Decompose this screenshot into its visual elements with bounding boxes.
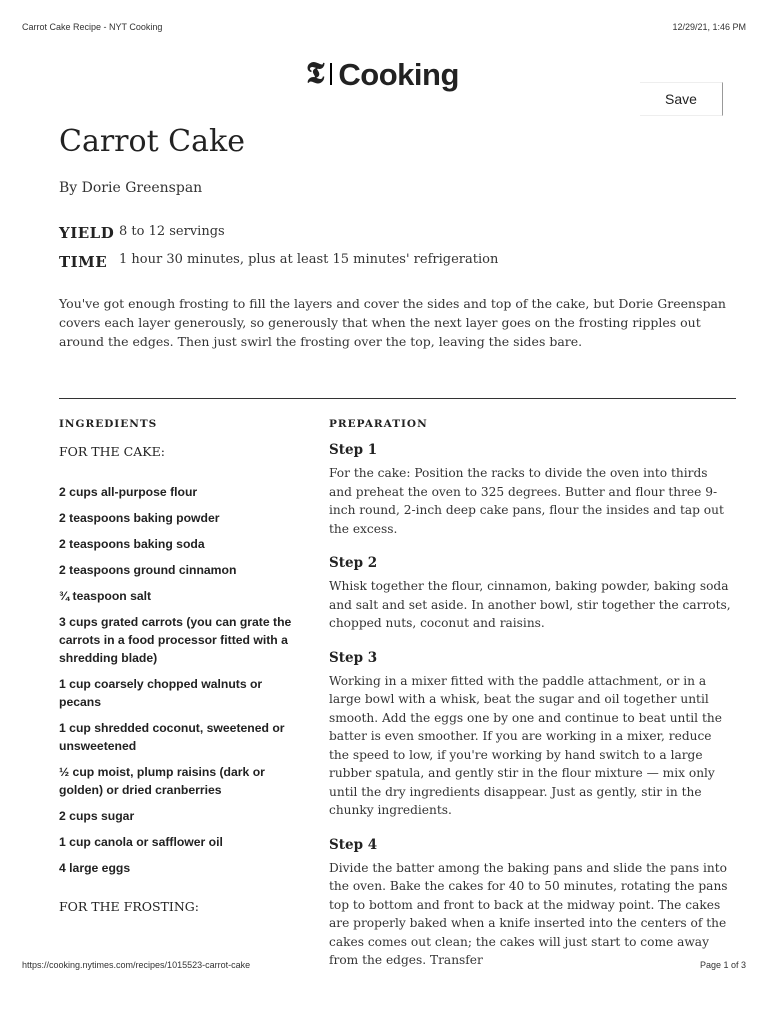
print-header-datetime: 12/29/21, 1:46 PM [672,22,746,32]
print-header-title: Carrot Cake Recipe - NYT Cooking [22,22,163,32]
ingredients-heading: INGREDIENTS [59,418,158,430]
ingredient-item: ¾ teaspoon salt [59,589,152,603]
step-title: Step 3 [329,649,378,666]
ingredient-item: 1 cup shredded coconut, sweetened or unsweetened [59,721,285,753]
step-title: Step 1 [329,442,378,458]
ingredient-item: 2 teaspoons ground cinnamon [59,563,237,577]
print-footer-page: Page 1 of 3 [699,960,746,970]
nyt-cooking-logo[interactable] [306,56,459,92]
prep-step [329,555,734,633]
prep-step [329,650,734,820]
ingredient-item: 1 cup canola or safflower oil [59,835,223,849]
ingredients-column [59,444,299,914]
recipe-title: Carrot Cake [59,124,245,159]
prep-step [329,442,734,538]
ingredient-item: 1 cup coarsely chopped walnuts or pecans [59,677,263,709]
time-value: 1 hour 30 minutes, plus at least 15 minutes' refrigeration [119,252,499,267]
ingredient-item: 3 cups grated carrots (you can grate the carrots in a food processor fitted with a shredding blade) [59,615,292,665]
step-title: Step 2 [329,555,378,571]
step-title: Step 4 [329,836,378,853]
section-divider [59,398,736,399]
print-footer-url[interactable]: https://cooking.nytimes.com/recipes/1015523-carrot-cake [22,960,251,970]
preparation-heading: PREPARATION [329,418,428,430]
ingredient-section-cake: FOR THE CAKE: [59,444,165,459]
ingredient-item: 2 cups all-purpose flour [59,485,198,499]
prep-step [329,837,734,970]
preparation-column [329,442,734,987]
step-text: Divide the batter among the baking pans and slide the pans into the oven. Bake the cakes for 40 to 50 minutes, rotating the pans top to bottom and front to back at the midway point. The cakes are properly baked when a knife inserted into the centers of the cakes comes out clean; the cakes will just start to come away from the edges. Transfer [329,860,728,967]
save-button[interactable]: Save [640,82,723,116]
ingredient-list [59,483,299,877]
step-text: For the cake: Position the racks to divide the oven into thirds and preheat the oven to 325 degrees. Butter and flour three 9-inch round, 2-inch deep cake pans, flour the insides and tap out the excess. [329,466,724,536]
step-text: Whisk together the flour, cinnamon, baking powder, baking soda and salt and set aside. In another bowl, stir together the carrots, chopped nuts, coconut and raisins. [329,579,731,630]
yield-value: 8 to 12 servings [119,224,225,239]
ingredient-item: ½ cup moist, plump raisins (dark or golden) or dried cranberries [59,765,265,797]
ingredient-item: 2 teaspoons baking powder [59,511,220,525]
nyt-t-icon: 𝕿 [306,56,325,91]
ingredient-item: 2 cups sugar [59,809,135,823]
step-text: Working in a mixer fitted with the paddle attachment, or in a large bowl with a whisk, beat the sugar and oil together until smooth. Add the eggs one by one and continue to beat until the batter is even smoother. If you are working in a mixer, reduce the speed to low, if you're working by hand switch to a large rubber spatula, and gently stir in the flour mixture — mix only until the dry ingredients disappear. Just as gently, stir in the chunky ingredients. [329,673,722,817]
ingredient-section-frosting: FOR THE FROSTING: [59,899,199,914]
ingredient-item: 4 large eggs [59,861,131,875]
time-label: TIME [59,253,108,271]
logo-divider [330,63,332,85]
recipe-description: You've got enough frosting to fill the layers and cover the sides and top of the cake, but Dorie Greenspan covers each layer generously, so generously that when the next layer goes on the frosting ripples out around the edges. Then just swirl the frosting over the top, leaving the sides bare. [59,296,726,349]
yield-label: YIELD [59,224,115,242]
ingredient-item: 2 teaspoons baking soda [59,537,205,551]
recipe-byline: By Dorie Greenspan [59,180,203,196]
logo-wordmark: Cooking [338,56,459,92]
